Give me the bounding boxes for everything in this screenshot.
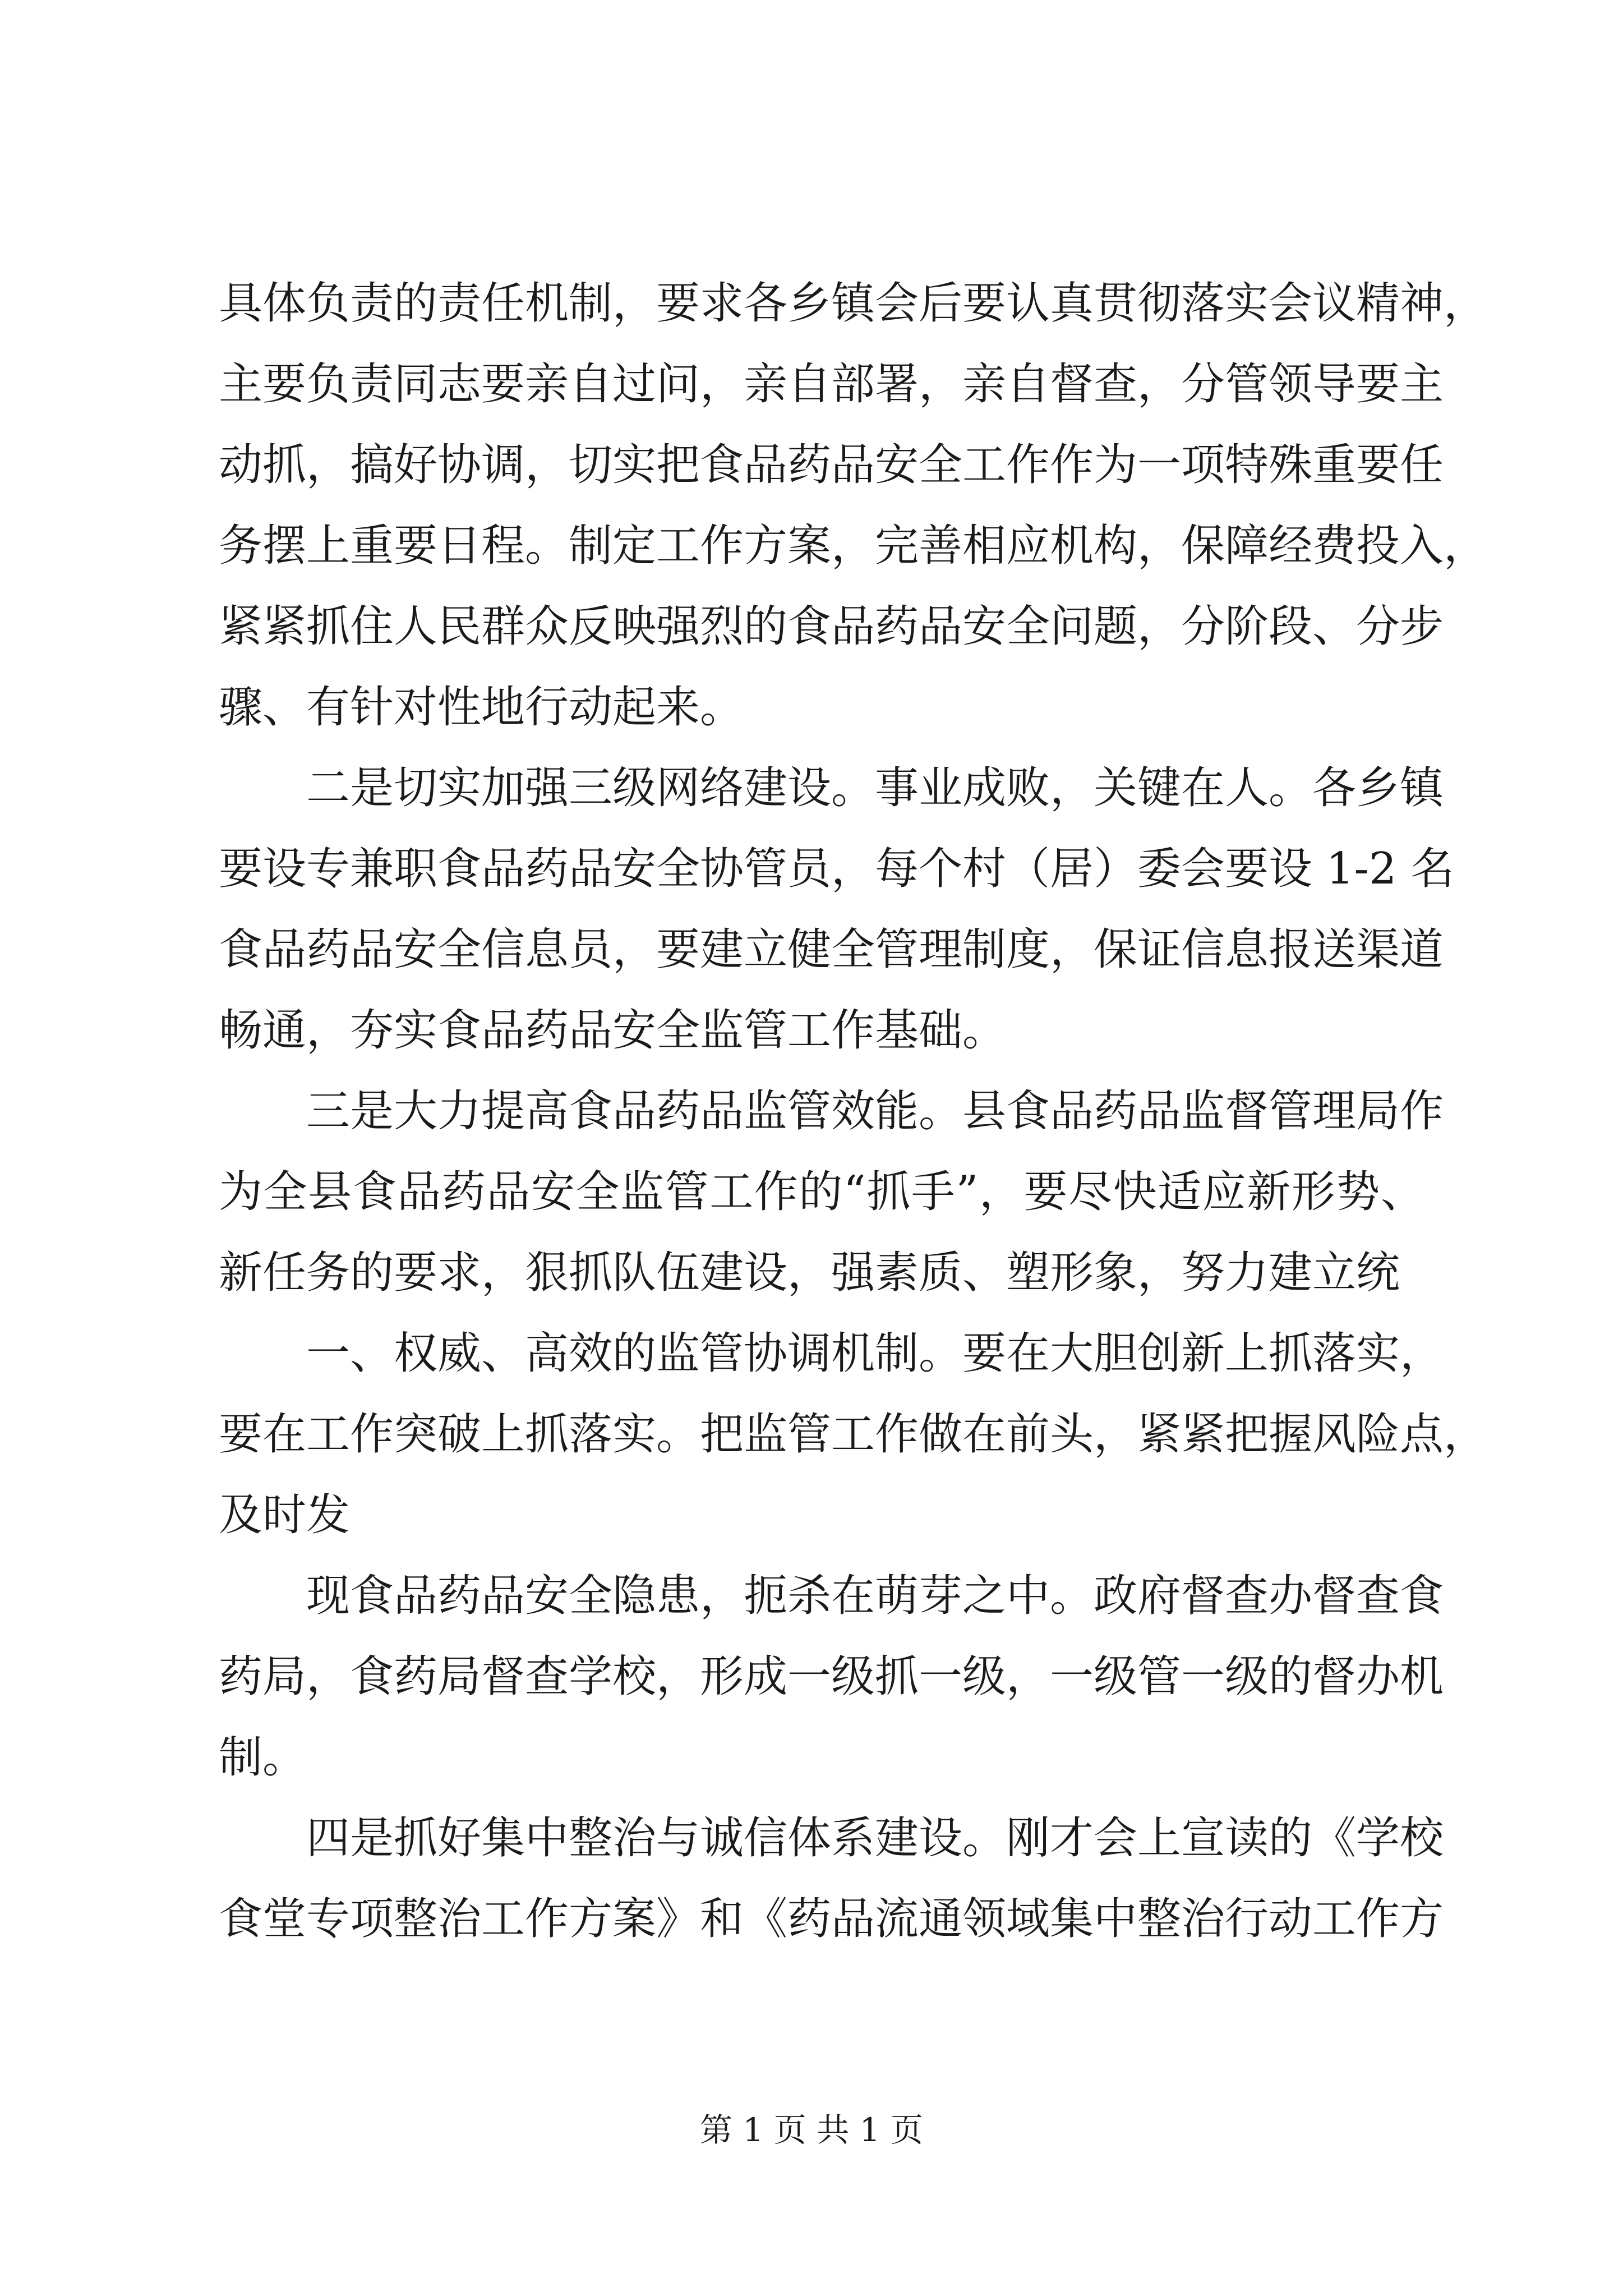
text-line: 一、权威、高效的监管协调机制。要在大胆创新上抓落实， xyxy=(306,1328,1444,1379)
page-number-label: 第 1 页 共 1 页 xyxy=(700,2111,923,2149)
text-line: 紧紧抓住人民群众反映强烈的食品药品安全问题，分阶段、分步 xyxy=(219,601,1444,652)
text-line: 要在工作突破上抓落实。把监管工作做在前头，紧紧把握风险点， xyxy=(219,1409,1488,1460)
text-line: 具体负责的责任机制，要求各乡镇会后要认真贯彻落实会议精神， xyxy=(219,278,1488,329)
text-line: 骤、有针对性地行动起来。 xyxy=(219,682,744,733)
text-line: 为全县食品药品安全监管工作的“抓手”，要尽快适应新形势、 xyxy=(219,1167,1424,1217)
text-line: 食品药品安全信息员，要建立健全管理制度，保证信息报送渠道 xyxy=(219,924,1444,975)
text-line: 动抓，搞好协调，切实把食品药品安全工作作为一项特殊重要任 xyxy=(219,440,1444,490)
text-line: 制。 xyxy=(219,1732,307,1783)
text-line: 务摆上重要日程。制定工作方案，完善相应机构，保障经费投入， xyxy=(219,521,1488,571)
text-line: 及时发 xyxy=(219,1490,351,1540)
text-line: 二是切实加强三级网络建设。事业成败，关键在人。各乡镇 xyxy=(306,763,1444,813)
text-line: 三是大力提高食品药品监管效能。县食品药品监督管理局作 xyxy=(306,1086,1444,1137)
text-line: 药局，食药局督查学校，形成一级抓一级，一级管一级的督办机 xyxy=(219,1651,1444,1702)
text-line: 现食品药品安全隐患，扼杀在萌芽之中。政府督查办督查食 xyxy=(306,1571,1444,1621)
body-text xyxy=(219,263,1488,1959)
text-line: 畅通，夯实食品药品安全监管工作基础。 xyxy=(219,1005,1007,1056)
text-line: 四是抓好集中整治与诚信体系建设。刚才会上宣读的《学校 xyxy=(306,1813,1444,1864)
text-line: 要设专兼职食品药品安全协管员，每个村（居）委会要设 1-2 名 xyxy=(219,844,1455,894)
text-line: 主要负责同志要亲自过问，亲自部署，亲自督查，分管领导要主 xyxy=(219,359,1444,409)
text-line: 食堂专项整治工作方案》和《药品流通领域集中整治行动工作方 xyxy=(219,1894,1444,1944)
text-line: 新任务的要求，狠抓队伍建设，强素质、塑形象，努力建立统 xyxy=(219,1248,1400,1298)
page-footer xyxy=(0,2110,1623,2150)
